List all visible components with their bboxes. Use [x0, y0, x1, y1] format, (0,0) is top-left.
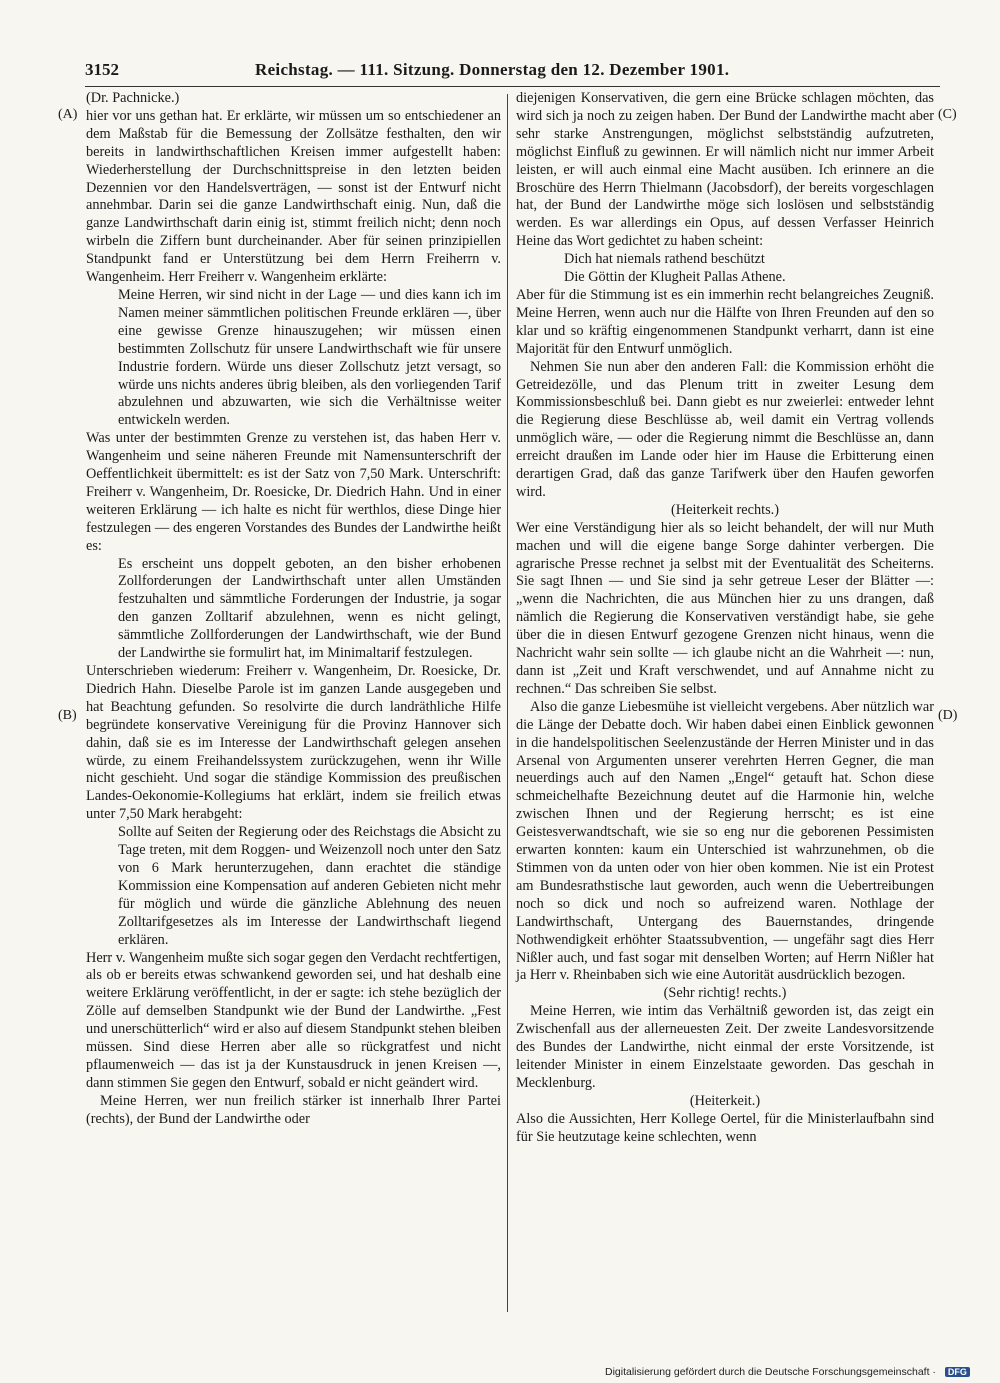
paragraph: hier vor uns gethan hat. Er erklärte, wir müssen um so entschiedener an dem Maßstab für die Bemessung der Zollsätze festhalten, den wir bereits in landwirthschaftlichen Kreisen immer aufgestellt haben: Wiederherstellung der Durchschnittspreise in den letzten beiden Dezennien vor den Handelsverträgen, — sonst ist der Entwurf nicht annehmbar. Darin sei die ganze Landwirthschaft einig. Nun, daß die ganze Landwirthschaft darin einig ist, stimmt freilich nicht; denn noch wirbeln die Ziffern bunt durcheinander. Aber für seinen prinzipiellen Standpunkt fand er Unterstützung bei dem Herrn Freiherrn v. Wangenheim. Herr Freiherr v. Wangenheim erklärte:	[86, 107, 501, 286]
interjection: (Heiterkeit rechts.)	[671, 501, 779, 518]
verse-line: Die Göttin der Klugheit Pallas Athene.	[564, 269, 786, 286]
paragraph: diejenigen Konservativen, die gern eine Brücke schlagen möchten, das wird sich ja noch zu zeigen haben. Der Bund der Landwirthe macht aber sehr starke Anstrengungen, möglichst selbstständig aufzutreten, möglichst Einfluß zu gewinnen. Er will nämlich nicht nur immer Arbeit leisten, er will auch einmal eine Macht ausüben. Ich erinnere an die Broschüre des Herrn Thielmann (Jacobsdorf), der bereits vorgeschlagen hat, der Bund der Landwirthe möge sich loslösen und selbstständig werden. Es war allerdings ein Opus, auf dessen Verfasser Heinrich Heine das Wort gedichtet zu haben scheint:	[516, 90, 934, 250]
speaker-label: (Dr. Pachnicke.)	[86, 90, 180, 106]
block-quote: Es erscheint uns doppelt geboten, an den bisher erhobenen Zollforderungen der Landwirthschaft unter allen Umständen festzuhalten und sämmtliche Forderungen der Industrie, ja sogar den ganzen Zolltarif abzulehnen, wenn es nicht gelingt, sämmtliche Zollforderungen der Landwirthschaft, wie der Bund der Landwirthe sie formulirt hat, im Minimaltarif festzulegen.	[118, 555, 501, 662]
interjection: (Heiterkeit.)	[689, 1092, 761, 1109]
digitization-footer	[605, 1366, 970, 1378]
paragraph: Also die Aussichten, Herr Kollege Oertel, für die Ministerlaufbahn sind für Sie heutzutage keine schlechten, wenn	[516, 1110, 934, 1145]
verse-line: Dich hat niemals rathend beschützt	[564, 251, 765, 268]
paragraph: Meine Herren, wie intim das Verhältniß geworden ist, das zeigt ein Zwischenfall aus der allerneuesten Zeit. Der zweite Landesvorsitzende des Bundes der Landwirthe, nicht einmal der erste Vorsitzende, ist leitender Minister in einem Einzelstaate geworden. Das geschah in Mecklenburg.	[516, 1003, 934, 1091]
margin-label-d: (D)	[938, 708, 958, 723]
block-quote: Meine Herren, wir sind nicht in der Lage — und dies kann ich im Namen meiner sämmtlichen politischen Freunde erklären —, über eine gewisse Grenze hinauszugehen; wir müssen einen bestimmten Zollschutz für unsere Landwirthschaft wie für unsere Industrie fordern. Würde uns dieser Zollschutz jetzt versagt, so würde uns nichts anderes übrig bleiben, als den vorliegenden Tarif abzulehnen und abzuwarten, wie sich die Verhältnisse weiter entwickeln werden.	[118, 286, 501, 429]
interjection: (Sehr richtig! rechts.)	[663, 985, 787, 1002]
block-quote: Sollte auf Seiten der Regierung oder des Reichstags die Absicht zu Tage treten, mit dem Roggen- und Weizenzoll noch unter den Satz von 6 Mark herunterzugehen, dann erachtet die ständige Kommission eine Kompensation auf anderen Gebieten nicht mehr für möglich und würde die gänzliche Ablehnung des neuen Zolltarifgesetzes als im Interesse der Landwirthschaft liegend erklären.	[118, 824, 501, 948]
paragraph: Nehmen Sie nun aber den anderen Fall: die Kommission erhöht die Getreidezölle, und das Plenum tritt in zweiter Lesung dem Kommissionsbeschluß bei. Dann giebt es nur zweierlei: entweder lehnt die Regierung diese Beschlüsse ab, weil damit ein Vertrag vollends unmöglich wäre, — oder die Regierung nimmt die Beschlüsse an, dann erreicht draußen im Lande oder hier im Hause die Erbitterung einen derartigen Grad, daß das ganze Tarifwerk über den Haufen geworfen wird.	[516, 358, 934, 500]
paragraph: Was unter der bestimmten Grenze zu verstehen ist, das haben Herr v. Wangenheim und seine näheren Freunde mit Namensunterschrift der Oeffentlichkeit übermittelt: es ist der Satz von 7,50 Mark. Unterschrift: Freiherr v. Wangenheim, Dr. Roesicke, Dr. Diedrich Hahn. Und in einer weiteren Erklärung — ich halte es nicht für werthlos, diese Dinge hier festzulegen — des engeren Vorstandes des Bundes der Landwirthe heißt es:	[86, 430, 501, 554]
running-title: Reichstag. — 111. Sitzung. Donnerstag den 12. Dezember 1901.	[255, 60, 730, 79]
dfg-logo: DFG	[945, 1367, 970, 1377]
page-number: 3152	[85, 60, 119, 79]
footer-text: Digitalisierung gefördert durch die Deutsche Forschungsgemeinschaft ·	[605, 1366, 936, 1378]
right-column	[516, 90, 934, 1146]
paragraph: Unterschrieben wiederum: Freiherr v. Wangenheim, Dr. Roesicke, Dr. Diedrich Hahn. Dieselbe Parole ist im ganzen Lande ausgegeben und hat Beachtung gefunden. So resolvirte die durch landräthliche Hilfe begründete konservative Vereinigung für die Provinz Hannover sich dahin, daß sie es im Interesse der Landwirthschaft gelegen ansehen würde, zu einem Freihandelssystem zurückzugehen, wenn ihr Wille nicht geschieht. Und sogar die ständige Kommission des preußischen Landes-Oekonomie-Kollegiums hat erklärt, indem sie freilich etwas unter 7,50 Mark herabgeht:	[86, 663, 501, 823]
paragraph: Also die ganze Liebesmühe ist vielleicht vergebens. Aber nützlich war die Länge der Debatte doch. Wir haben dabei einen Einblick gewonnen in die handelspolitischen Seelenzustände der Herren Minister und in das Arsenal von Argumenten unserer verehrten Herren Gegner, die man neuerdings auch auf den Namen „Engel“ getauft hat. Schon diese schmeichelhafte Bezeichnung deutet auf die Harmonie hin, welche zwischen Ihnen und der Regierung herrscht; es ist eine Geistesverwandtschaft, wie sie so eng nur die geborenen Pessimisten erwarten konnten: kaum ein Unterschied ist wahrzunehmen, ob die Stimmen von da unten oder von hier oben kommen. Nie ist ein Protest am Bundesrathstische laut geworden, auch wenn die Uebertreibungen noch so dick und noch so aufreizend waren. Nothlage der Landwirthschaft, Untergang des Bauernstandes, dringende Nothwendigkeit erhöhter Staatssubvention, — ungefähr sagt dies Herr Nißler auch, und fast sogar mit denselben Worten; auf Herrn Nißler hat ja Herr v. Rheinbaben sich wie eine Autorität ausdrücklich bezogen.	[516, 698, 934, 984]
paragraph: Meine Herren, wer nun freilich stärker ist innerhalb Ihrer Partei (rechts), der Bund der Landwirthe oder	[86, 1092, 501, 1127]
header-rule	[85, 86, 940, 87]
column-divider	[507, 94, 508, 1312]
left-column	[86, 90, 501, 1129]
margin-label-b: (B)	[58, 708, 77, 723]
margin-label-a: (A)	[58, 107, 78, 122]
margin-label-c: (C)	[938, 107, 957, 122]
page-header	[85, 60, 940, 82]
paragraph: Herr v. Wangenheim mußte sich sogar gegen den Verdacht rechtfertigen, als ob er bereits etwas schwankend geworden sei, und hat deshalb eine weitere Erklärung veröffentlicht, in der er sagte: ich stehe bezüglich der Zölle auf demselben Standpunkt wie der Bund der Landwirthe. „Fest und unerschütterlich“ wird er also auf diesem Standpunkt stehen bleiben müssen. Sind diese Herren aber alle so rückgratfest und nicht pflaumenweich — das ist ja der Kunstausdruck in jenen Kreisen —, dann stimmen Sie gegen den Entwurf, sobald er nicht geändert wird.	[86, 949, 501, 1091]
paragraph: Wer eine Verständigung hier als so leicht behandelt, der will nur Muth machen und will die eigene bange Sorge dahinter verbergen. Die agrarische Presse rechnet ja selbst mit der Eventualität des Scheiterns. Sie sagt Ihnen — und Sie sind ja sehr getreue Leser der Blätter —: „wenn die Nachrichten, die aus München hier zu uns drangen, daß nämlich die Regierung die Konservativen verständigt habe, sie gehe über die in diesen Entwurf gezogene Grenzen nicht hinaus, wenn die Nachricht wahr sein sollte — ich glaube nicht an die Wahrheit —: nun, dann ist „Zeit und Kraft verschwendet, und auf Annahme nicht zu rechnen.“ Das schreiben Sie selbst.	[516, 519, 934, 697]
paragraph: Aber für die Stimmung ist es ein immerhin recht belangreiches Zeugniß. Meine Herren, wenn auch nur die Hälfte von Ihren Freunden auf den so klar und so kräftig eingenommenen Standpunkt verharrt, dann ist eine Majorität für den Entwurf unmöglich.	[516, 286, 934, 357]
